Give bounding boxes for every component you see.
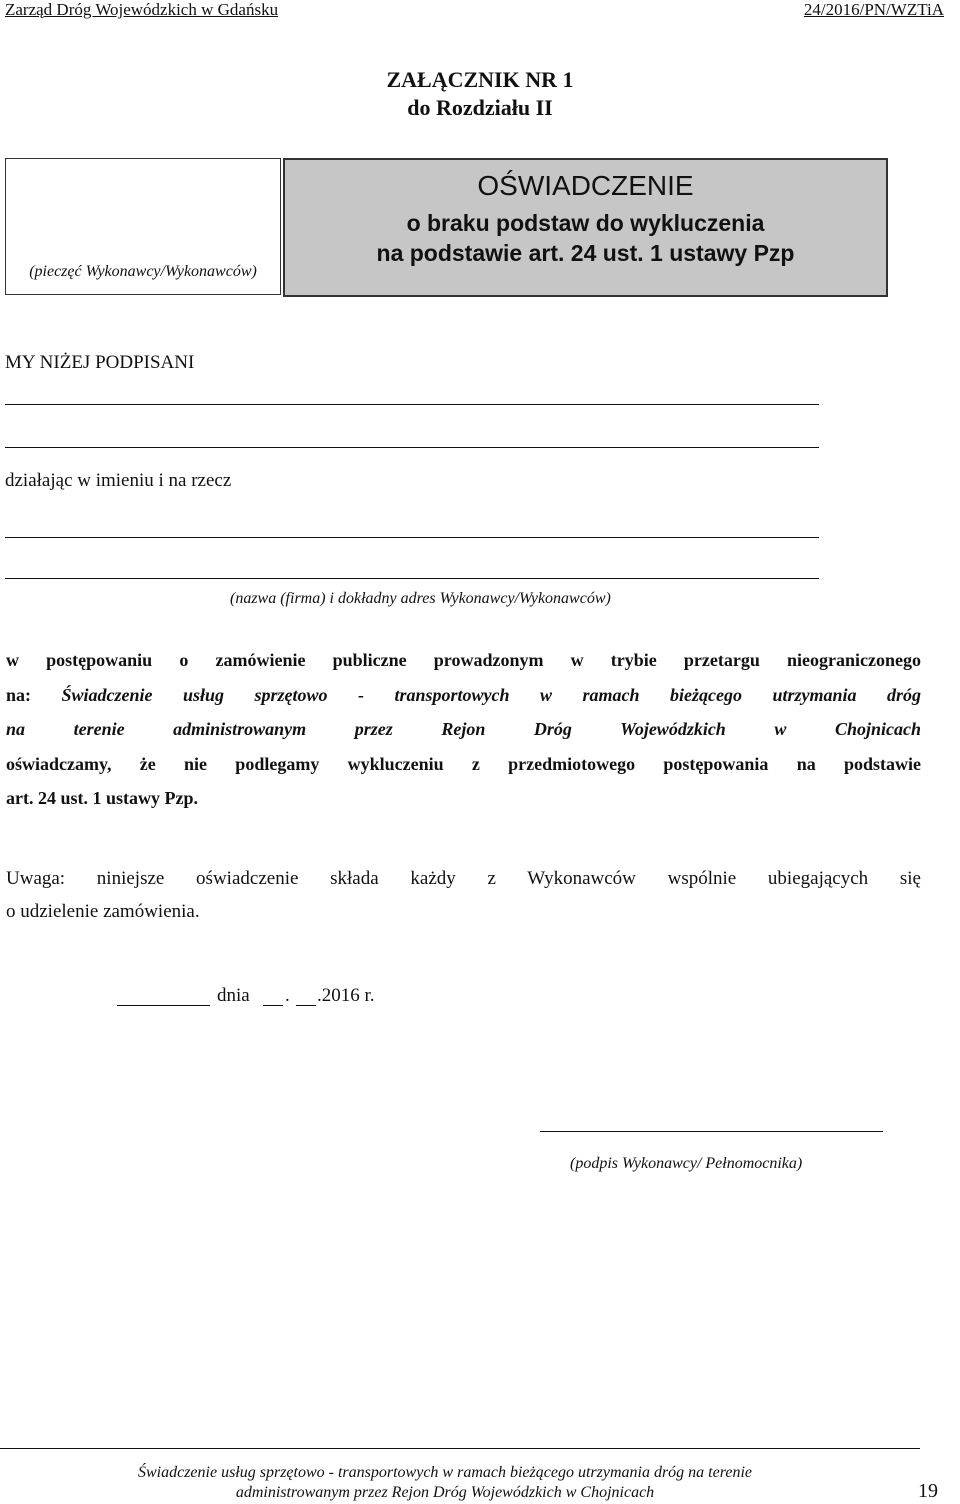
signatory-line-2[interactable] [5, 447, 819, 448]
date-separator: . [285, 985, 290, 1006]
paragraph-line: na: Świadczenie usług sprzętowo - transportowych w ramach bieżącego utrzymania dróg [6, 684, 921, 705]
tender-subject-cont: na terenie administrowanym przez Rejon Dróg Wojewódzkich w Chojnicach [6, 719, 921, 739]
attachment-chapter: do Rozdziału II [407, 95, 553, 120]
statement-subtitle-2: na podstawie art. 24 ust. 1 ustawy Pzp [376, 240, 795, 266]
attachment-number: ZAŁĄCZNIK NR 1 [386, 67, 574, 92]
place-field[interactable] [117, 1005, 210, 1006]
acting-on-behalf-label: działając w imieniu i na rzecz [5, 470, 232, 491]
contractor-line-2[interactable] [5, 578, 819, 579]
month-field[interactable] [296, 1005, 316, 1006]
note-line: o udzielenie zamówienia. [6, 901, 200, 922]
signature-caption: (podpis Wykonawcy/ Pełnomocnika) [570, 1155, 803, 1172]
stamp-label: (pieczęć Wykonawcy/Wykonawców) [29, 263, 257, 280]
date-label: dnia [217, 985, 250, 1006]
footer-line-1: Świadczenie usług sprzętowo - transportowych w ramach bieżącego utrzymania dróg na terenie [137, 1464, 753, 1481]
header-reference-number: 24/2016/PN/WZTiA [803, 0, 944, 19]
day-field[interactable] [263, 1005, 283, 1006]
contractor-name-caption: (nazwa (firma) i dokładny adres Wykonawcy/Wykonawców) [230, 590, 611, 607]
signature-line[interactable] [540, 1131, 883, 1132]
paragraph-line: oświadczamy, że nie podlegamy wykluczeniu z przedmiotowego postępowania na podstawie [6, 753, 921, 774]
signatory-line-1[interactable] [5, 404, 819, 405]
paragraph-line [6, 712, 921, 747]
footer-divider [0, 1448, 920, 1449]
contractor-line-1[interactable] [5, 537, 819, 538]
signed-heading: MY NIŻEJ PODPISANI [5, 352, 195, 373]
note-line: Uwaga: niniejsze oświadczenie składa każdy z Wykonawców wspólnie ubiegających się [6, 868, 921, 889]
footer-line-2: administrowanym przez Rejon Dróg Wojewódzkich w Chojnicach [235, 1484, 655, 1501]
statement-title-box [283, 158, 888, 297]
paragraph-line: w postępowaniu o zamówienie publiczne prowadzonym w trybie przetargu nieograniczonego [6, 650, 921, 670]
paragraph-line: art. 24 ust. 1 ustawy Pzp. [6, 788, 198, 808]
header-organization: Zarząd Dróg Wojewódzkich w Gdańsku [5, 0, 279, 19]
statement-subtitle-1: o braku podstaw do wykluczenia [406, 210, 765, 236]
tender-subject: Świadczenie usług sprzętowo - transportowych w ramach bieżącego utrzymania dróg [61, 684, 921, 705]
statement-title: OŚWIADCZENIE [477, 170, 694, 201]
statement-paragraph [6, 643, 921, 816]
page-number: 19 [918, 1480, 938, 1502]
note-paragraph [6, 862, 921, 928]
date-year: .2016 r. [317, 985, 375, 1006]
